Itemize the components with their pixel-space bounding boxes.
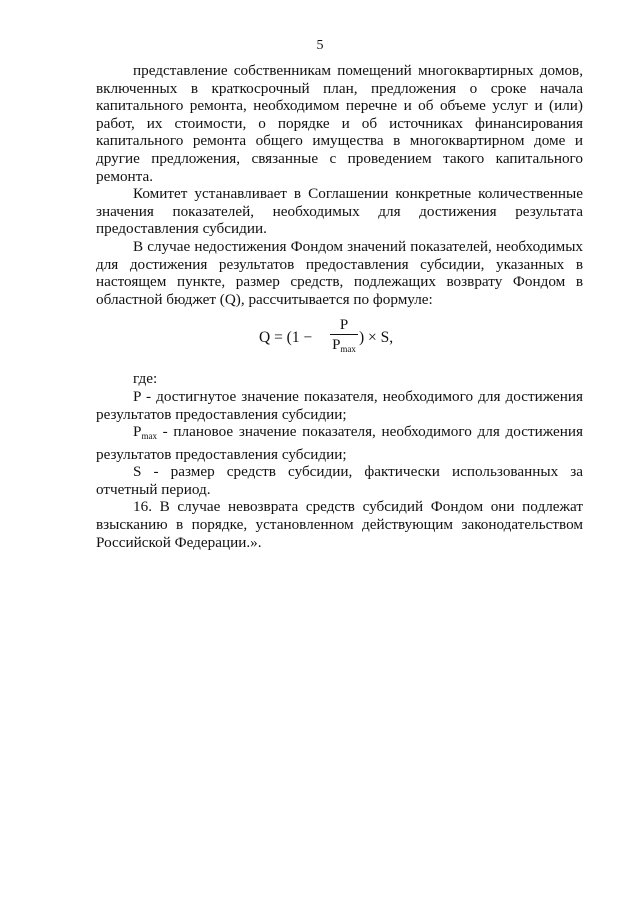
paragraph-non-achievement: В случае недостижения Фондом значений показателей, необходимых для достижения результатов предоставления субсидии, указанных в настоящем пункте, размер средств, подлежащих возврату Фондом в областной бюджет (Q), рассчитывается по формуле: (96, 237, 583, 308)
refund-formula (96, 316, 583, 370)
formula-denominator-subscript: max (340, 344, 356, 355)
definition-pmax (96, 423, 583, 463)
definition-s: S - размер средств субсидии, фактически использованных за отчетный период. (96, 463, 583, 498)
formula-left-part: Q = (1 − (259, 329, 313, 347)
pmax-definition-text: - плановое значение показателя, необходимого для достижения результатов предоставления субсидии; (96, 423, 583, 463)
formula-right-part: ) × S, (359, 329, 394, 347)
paragraph-16: 16. В случае невозврата средств субсидий Фондом они подлежат взысканию в порядке, установленном действующим законодательством Российской Федерации.». (96, 498, 583, 551)
formula-fraction (330, 317, 358, 357)
pmax-subscript: max (141, 431, 157, 442)
document-body (96, 62, 583, 551)
page-number: 5 (316, 38, 324, 53)
paragraph-proposal: представление собственникам помещений многоквартирных домов, включенных в краткосрочный план, предложения о сроке начала капитального ремонта, необходимом перечне и об объеме услуг и (или) работ, их стоимости, о порядке и об источниках финансирования капитального ремонта общего имущества в многоквартирном доме и другие предложения, связанные с проведением такого капитального ремонта. (96, 62, 583, 185)
definition-p: P - достигнутое значение показателя, необходимого для достижения результатов предоставления субсидии; (96, 387, 583, 423)
fraction-bar (330, 334, 358, 335)
formula-denominator (330, 337, 358, 357)
where-label: где: (133, 370, 158, 388)
pmax-symbol: P (133, 423, 142, 441)
paragraph-committee: Комитет устанавливает в Соглашении конкретные количественные значения показателей, необходимых для достижения результата предоставления субсидии. (96, 185, 583, 238)
formula-numerator: P (339, 317, 349, 334)
formula-denominator-base: P (332, 337, 341, 354)
